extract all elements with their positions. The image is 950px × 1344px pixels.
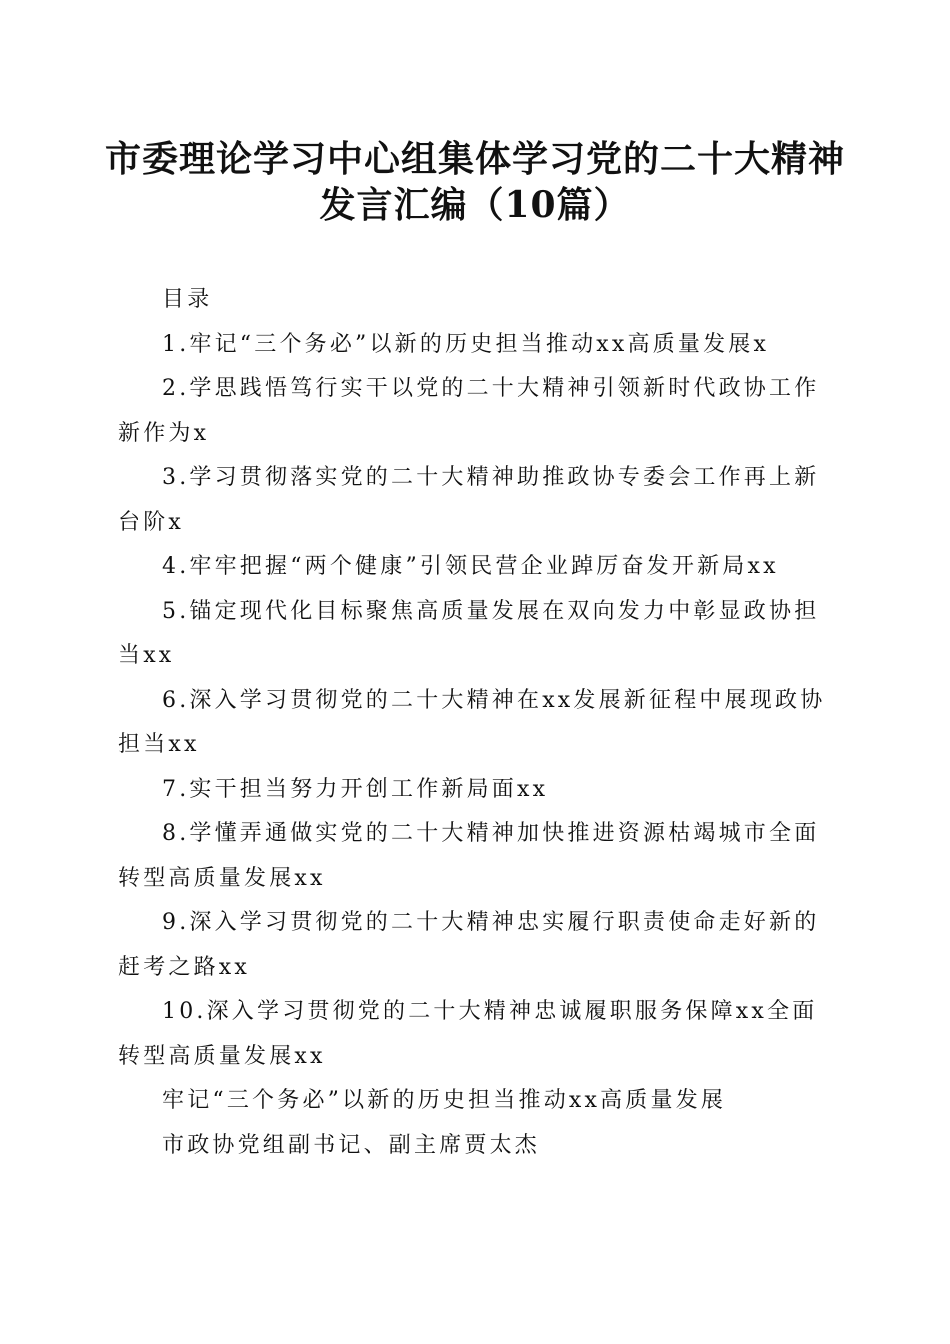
title-line-2: 发言汇编（10篇） [319,184,631,226]
toc-item: 4.牢牢把握“两个健康”引领民营企业踔厉奋发开新局xx [162,554,779,579]
article-title: 牢记“三个务必”以新的历史担当推动xx高质量发展 [162,1088,727,1113]
toc-item: 9.深入学习贯彻党的二十大精神忠实履行职责使命走好新的赶考之路xx [118,910,820,980]
toc-item: 3.学习贯彻落实党的二十大精神助推政协专委会工作再上新台阶x [118,465,820,535]
author-line: 市政协党组副书记、副主席贾太杰 [162,1132,541,1158]
toc-item: 7.实干担当努力开创工作新局面xx [162,776,549,802]
document-title [100,136,850,228]
toc-item: 2.学思践悟笃行实干以党的二十大精神引领新时代政协工作新作为x [118,376,820,446]
toc-item: 6.深入学习贯彻党的二十大精神在xx发展新征程中展现政协担当xx [118,687,826,757]
toc-heading: 目录 [162,287,213,312]
toc-item: 5.锚定现代化目标聚焦高质量发展在双向发力中彰显政协担当xx [118,598,820,668]
toc-item: 8.学懂弄通做实党的二十大精神加快推进资源枯竭城市全面转型高质量发展xx [118,821,820,891]
toc-item: 10.深入学习贯彻党的二十大精神忠诚履职服务保障xx全面转型高质量发展xx [118,999,818,1069]
title-line-1: 市委理论学习中心组集体学习党的二十大精神 [104,138,845,180]
toc-item: 1.牢记“三个务必”以新的历史担当推动xx高质量发展x [162,331,770,357]
document-body [118,278,828,1168]
